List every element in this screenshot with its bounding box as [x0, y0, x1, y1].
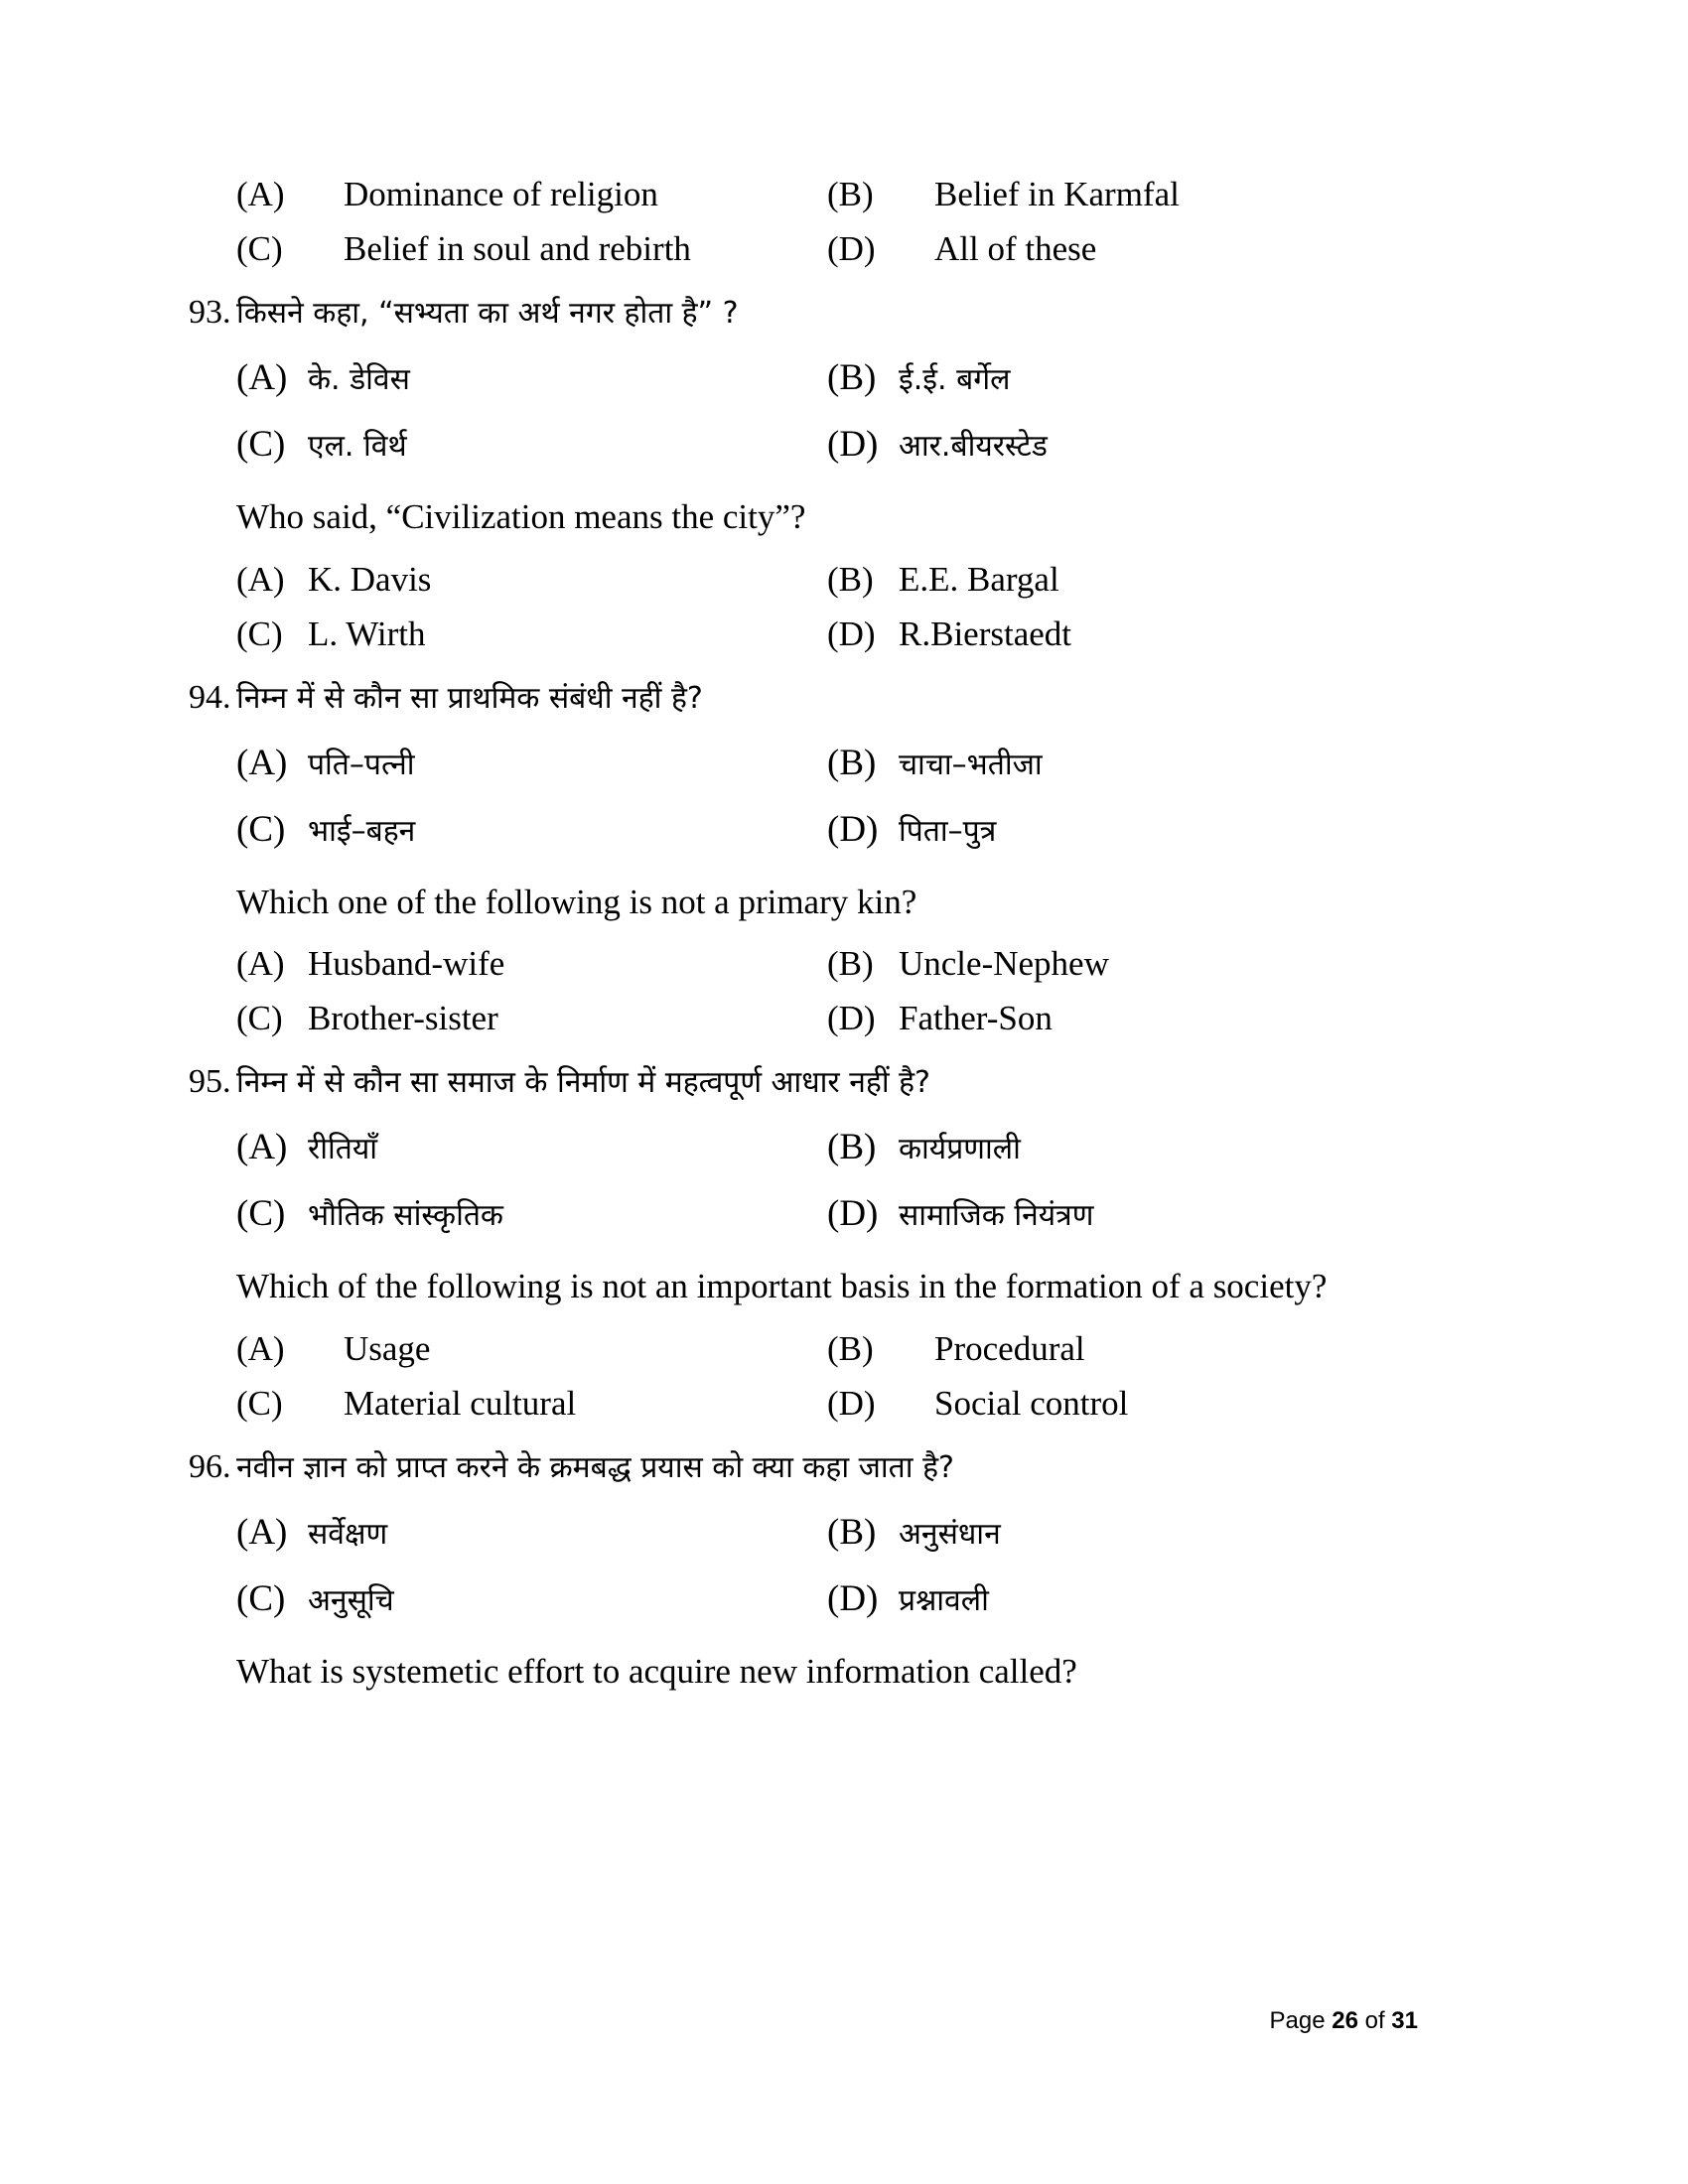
- spacer: [236, 781, 1418, 811]
- option-text: भौतिक सांस्कृतिक: [308, 1198, 503, 1234]
- option-d[interactable]: [827, 1384, 1418, 1424]
- question-text-hi: निम्न में से कौन सा समाज के निर्माण में महत्वपूर्ण आधार नहीं है?: [236, 1065, 930, 1101]
- option-b[interactable]: [827, 177, 1418, 211]
- spacer: [236, 1617, 1418, 1647]
- option-row: [236, 944, 1418, 984]
- option-text: Social control: [934, 1384, 1129, 1424]
- option-text: भाई–बहन: [308, 813, 416, 849]
- option-marker-b: (B): [827, 742, 877, 783]
- question-text-hi: किसने कहा, “सभ्यता का अर्थ नगर होता है” ?: [236, 296, 739, 331]
- spacer: [236, 1421, 1418, 1450]
- option-text: Husband-wife: [308, 944, 505, 984]
- spacer: [236, 463, 1418, 492]
- option-row: [236, 1384, 1418, 1424]
- option-c[interactable]: [236, 1578, 827, 1620]
- option-b[interactable]: [827, 1329, 1418, 1369]
- option-c[interactable]: [236, 999, 827, 1038]
- question-number: 95.: [189, 1063, 231, 1101]
- option-a[interactable]: [236, 177, 827, 211]
- option-marker-c: (C): [236, 229, 283, 268]
- option-marker-c: (C): [236, 1193, 286, 1235]
- spacer: [236, 926, 1418, 946]
- spacer: [236, 1099, 1418, 1129]
- option-text: Belief in Karmfal: [934, 175, 1180, 213]
- option-text: Usage: [344, 1329, 431, 1369]
- option-marker-d: (D): [827, 424, 879, 465]
- option-marker-d: (D): [827, 1578, 879, 1620]
- option-a[interactable]: [236, 944, 827, 984]
- option-d[interactable]: [827, 808, 1418, 850]
- option-marker-a: (A): [236, 357, 288, 398]
- option-text: Procedural: [934, 1329, 1085, 1369]
- spacer: [236, 848, 1418, 878]
- option-text: Uncle-Nephew: [899, 944, 1109, 984]
- option-a[interactable]: [236, 359, 827, 396]
- option-row: [236, 1578, 1418, 1620]
- option-marker-a: (A): [236, 1329, 285, 1369]
- option-marker-c: (C): [236, 424, 286, 465]
- option-c[interactable]: [236, 1384, 827, 1424]
- question-text-hi: नवीन ज्ञान को प्राप्त करने के क्रमबद्ध प्रयास को क्या कहा जाता है?: [236, 1450, 954, 1486]
- option-text: सामाजिक नियंत्रण: [899, 1198, 1094, 1234]
- option-row: [236, 808, 1418, 850]
- option-marker-b: (B): [827, 944, 874, 984]
- option-marker-c: (C): [236, 1578, 286, 1620]
- footer-label-of: of: [1364, 2007, 1385, 2034]
- option-row: [236, 359, 1418, 396]
- option-text: R.Bierstaedt: [899, 614, 1071, 653]
- option-text: एल. विर्थ: [308, 429, 407, 464]
- option-c[interactable]: [236, 808, 827, 850]
- option-b[interactable]: [827, 559, 1418, 599]
- option-marker-a: (A): [236, 1512, 288, 1554]
- option-marker-b: (B): [827, 559, 874, 599]
- question-96-heading-hi: [189, 1448, 1418, 1486]
- option-row: [236, 1127, 1418, 1168]
- option-text: Brother-sister: [308, 999, 498, 1038]
- option-text: चाचा–भतीजा: [899, 747, 1043, 782]
- question-number: 94.: [189, 678, 231, 716]
- option-text: L. Wirth: [308, 614, 426, 653]
- option-d[interactable]: [827, 1578, 1418, 1620]
- option-marker-d: (D): [827, 229, 876, 268]
- option-b[interactable]: [827, 742, 1418, 783]
- option-a[interactable]: [236, 1512, 827, 1554]
- spacer: [236, 1035, 1418, 1065]
- spacer: [236, 396, 1418, 426]
- option-marker-b: (B): [827, 1329, 874, 1369]
- option-c[interactable]: [236, 1193, 827, 1235]
- option-row: [236, 1193, 1418, 1235]
- option-a[interactable]: [236, 742, 827, 783]
- option-marker-b: (B): [827, 357, 877, 398]
- option-marker-a: (A): [236, 1127, 288, 1168]
- option-text: Dominance of religion: [344, 175, 658, 213]
- footer-label-page: Page: [1269, 2007, 1326, 2034]
- option-a[interactable]: [236, 559, 827, 599]
- option-row: [236, 616, 1418, 651]
- spacer: [236, 981, 1418, 1001]
- option-text: E.E. Bargal: [899, 559, 1059, 599]
- spacer: [236, 1551, 1418, 1580]
- option-marker-d: (D): [827, 614, 876, 653]
- option-text: कार्यप्रणाली: [899, 1132, 1021, 1167]
- option-marker-a: (A): [236, 742, 288, 783]
- option-text: अनुसूचि: [308, 1583, 394, 1619]
- option-text: All of these: [934, 229, 1097, 268]
- option-text: पिता–पुत्र: [899, 813, 997, 849]
- page-content: [189, 175, 1418, 1697]
- option-row: [236, 1512, 1418, 1554]
- option-text: सर्वेक्षण: [308, 1517, 388, 1553]
- option-row: [236, 1329, 1418, 1369]
- option-text: अनुसंधान: [899, 1517, 1001, 1553]
- option-marker-a: (A): [236, 559, 285, 599]
- option-d[interactable]: [827, 426, 1418, 463]
- question-95-text-en: Which of the following is not an important basis in the formation of a society?: [236, 1267, 1328, 1306]
- option-c[interactable]: [236, 231, 827, 266]
- spacer: [236, 1232, 1418, 1262]
- option-row: [236, 742, 1418, 783]
- footer-current-page: 26: [1332, 2007, 1358, 2034]
- option-marker-a: (A): [236, 944, 285, 984]
- option-marker-d: (D): [827, 808, 879, 850]
- question-number: 93.: [189, 294, 231, 331]
- option-text: पति–पत्नी: [308, 747, 415, 782]
- option-marker-c: (C): [236, 1384, 283, 1424]
- option-text: के. डेविस: [308, 362, 410, 397]
- spacer: [236, 266, 1418, 296]
- option-marker-b: (B): [827, 175, 874, 213]
- option-text: रीतियाँ: [308, 1132, 378, 1167]
- question-93-heading-hi: [189, 294, 1418, 331]
- spacer: [236, 651, 1418, 681]
- option-row: [236, 177, 1418, 211]
- option-d[interactable]: [827, 1193, 1418, 1235]
- question-95-heading-hi: [189, 1063, 1418, 1101]
- option-marker-d: (D): [827, 1384, 876, 1424]
- option-c[interactable]: [236, 616, 827, 651]
- option-row: [236, 559, 1418, 599]
- spacer: [236, 542, 1418, 562]
- option-text: ई.ई. बर्गेल: [899, 362, 1011, 397]
- option-c[interactable]: [236, 426, 827, 463]
- option-marker-c: (C): [236, 614, 283, 653]
- option-b[interactable]: [827, 1127, 1418, 1168]
- page-footer: [1270, 2007, 1419, 2035]
- option-d[interactable]: [827, 231, 1418, 266]
- option-marker-b: (B): [827, 1127, 877, 1168]
- spacer: [236, 1311, 1418, 1331]
- option-text: प्रश्नावली: [899, 1583, 989, 1619]
- question-94-heading-hi: [189, 678, 1418, 716]
- option-b[interactable]: [827, 1512, 1418, 1554]
- option-row: [236, 999, 1418, 1038]
- option-marker-c: (C): [236, 999, 283, 1038]
- spacer: [236, 1484, 1418, 1514]
- spacer: [236, 715, 1418, 745]
- option-text: Belief in soul and rebirth: [344, 229, 691, 268]
- option-marker-d: (D): [827, 1193, 879, 1235]
- option-text: आर.बीयरस्टेड: [899, 429, 1048, 464]
- option-text: Father-Son: [899, 999, 1053, 1038]
- spacer: [236, 330, 1418, 359]
- question-number: 96.: [189, 1448, 231, 1486]
- spacer: [236, 1165, 1418, 1195]
- footer-total-pages: 31: [1391, 2007, 1418, 2034]
- spacer: [236, 211, 1418, 231]
- question-94-text-en: Which one of the following is not a primary kin?: [236, 882, 917, 921]
- option-marker-c: (C): [236, 808, 286, 850]
- option-marker-d: (D): [827, 999, 876, 1038]
- option-b[interactable]: [827, 944, 1418, 984]
- question-96-text-en: What is systemetic effort to acquire new information called?: [236, 1652, 1077, 1692]
- option-a[interactable]: [236, 1127, 827, 1168]
- option-d[interactable]: [827, 616, 1418, 651]
- option-b[interactable]: [827, 359, 1418, 396]
- option-row: [236, 231, 1418, 266]
- option-d[interactable]: [827, 999, 1418, 1038]
- option-a[interactable]: [236, 1329, 827, 1369]
- option-text: Material cultural: [344, 1384, 577, 1424]
- option-marker-a: (A): [236, 175, 285, 213]
- spacer: [236, 597, 1418, 616]
- question-93-text-en: Who said, “Civilization means the city”?: [236, 497, 806, 536]
- option-text: K. Davis: [308, 559, 432, 599]
- option-marker-b: (B): [827, 1512, 877, 1554]
- option-row: [236, 426, 1418, 463]
- question-text-hi: निम्न में से कौन सा प्राथमिक संबंधी नहीं है?: [236, 680, 703, 716]
- spacer: [236, 1366, 1418, 1386]
